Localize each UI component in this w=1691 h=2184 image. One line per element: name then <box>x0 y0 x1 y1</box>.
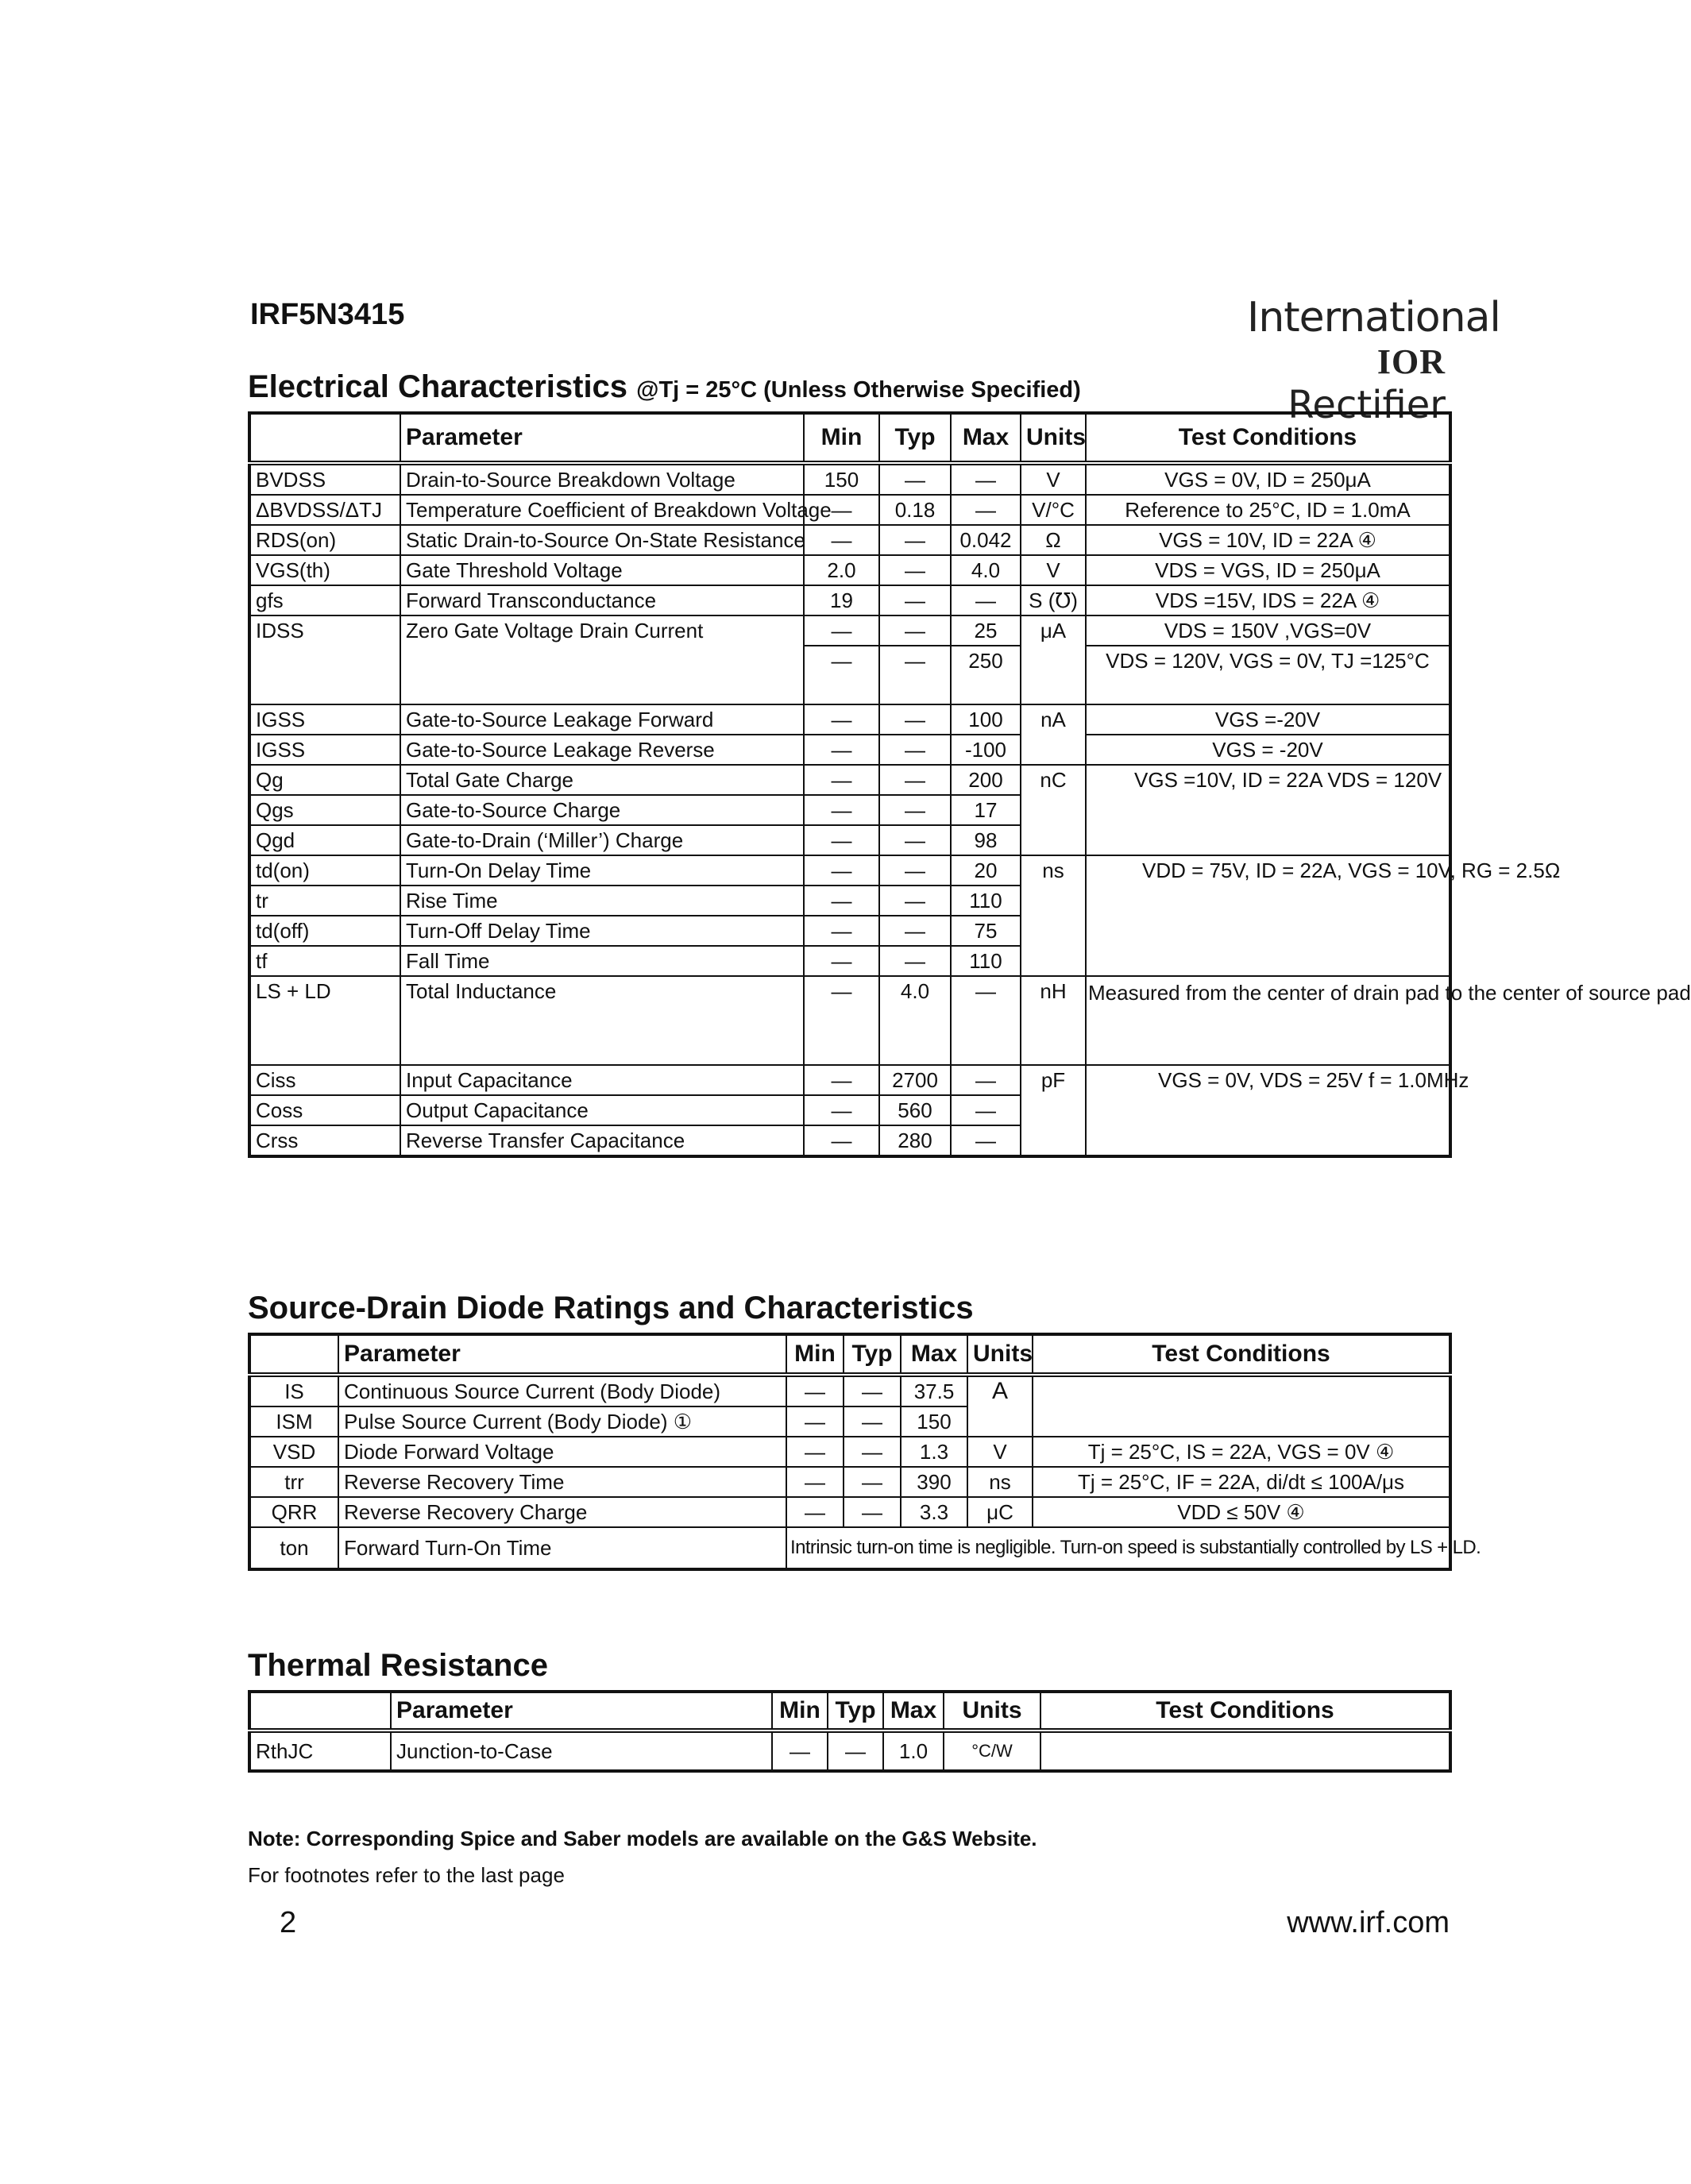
min-cell: — <box>786 1437 844 1467</box>
typ-cell: — <box>879 555 951 585</box>
table-header-row <box>249 413 1450 463</box>
col-header-conditions: Test Conditions <box>1086 413 1450 463</box>
min-cell: — <box>804 704 879 735</box>
parameter-cell: Gate-to-Source Leakage Forward <box>400 704 804 735</box>
thermal-title: Thermal Resistance <box>248 1648 548 1683</box>
logo-text: Rectifier <box>1288 383 1446 427</box>
symbol-cell: QRR <box>249 1497 338 1527</box>
col-header-typ: Typ <box>879 413 951 463</box>
max-cell: 75 <box>951 916 1021 946</box>
units-cell: nA <box>1021 704 1086 765</box>
max-cell: 1.3 <box>901 1437 967 1467</box>
col-header-min: Min <box>786 1334 844 1375</box>
conditions-cell: VGS = 10V, ID = 22A ④ <box>1086 525 1450 555</box>
conditions-cell: Measured from the center of drain pad to the center of source pad <box>1086 976 1450 1065</box>
spice-note: Note: Corresponding Spice and Saber models are available on the G&S Website. <box>248 1827 1037 1850</box>
parameter-cell: Rise Time <box>400 886 804 916</box>
conditions-cell: Reference to 25°C, ID = 1.0mA <box>1086 495 1450 525</box>
typ-cell: — <box>879 525 951 555</box>
typ-cell: — <box>844 1467 901 1497</box>
footnotes-reference: For footnotes refer to the last page <box>248 1863 565 1887</box>
max-cell: 0.042 <box>951 525 1021 555</box>
parameter-cell: Gate-to-Drain (‘Miller’) Charge <box>400 825 804 855</box>
logo-line-1: International <box>1247 294 1500 341</box>
symbol-cell: tf <box>249 946 400 976</box>
typ-cell: — <box>844 1406 901 1437</box>
logo-mark: IOR <box>1376 342 1446 381</box>
max-cell: — <box>951 1095 1021 1125</box>
conditions-cell <box>1033 1375 1450 1437</box>
parameter-cell: Turn-Off Delay Time <box>400 916 804 946</box>
table-row <box>249 1065 1450 1095</box>
typ-cell: — <box>879 795 951 825</box>
table-row <box>249 615 1450 646</box>
symbol-cell: Crss <box>249 1125 400 1156</box>
parameter-cell: Junction-to-Case <box>391 1731 772 1771</box>
parameter-cell: Forward Turn-On Time <box>338 1527 786 1569</box>
typ-cell: 0.18 <box>879 495 951 525</box>
typ-cell: — <box>879 585 951 615</box>
typ-cell: — <box>828 1731 883 1771</box>
table-row <box>249 765 1450 795</box>
electrical-title: Electrical Characteristics <box>248 369 628 404</box>
parameter-cell: Gate Threshold Voltage <box>400 555 804 585</box>
min-cell: — <box>804 855 879 886</box>
units-cell: V <box>1021 555 1086 585</box>
typ-cell: — <box>879 463 951 495</box>
symbol-cell: Coss <box>249 1095 400 1125</box>
max-cell: — <box>951 463 1021 495</box>
symbol-cell: IGSS <box>249 704 400 735</box>
units-cell: ns <box>1021 855 1086 976</box>
col-header-symbol <box>249 413 400 463</box>
units-cell: μA <box>1021 615 1086 704</box>
typ-cell: — <box>879 765 951 795</box>
col-header-conditions: Test Conditions <box>1040 1692 1450 1731</box>
typ-cell: 4.0 <box>879 976 951 1065</box>
table-row <box>249 1497 1450 1527</box>
parameter-cell: Continuous Source Current (Body Diode) <box>338 1375 786 1406</box>
typ-cell: — <box>879 886 951 916</box>
parameter-cell: Total Gate Charge <box>400 765 804 795</box>
typ-cell: — <box>879 735 951 765</box>
max-cell: 390 <box>901 1467 967 1497</box>
max-cell: — <box>951 1065 1021 1095</box>
units-cell: nH <box>1021 976 1086 1065</box>
min-cell: — <box>804 1125 879 1156</box>
symbol-cell: BVDSS <box>249 463 400 495</box>
max-cell: 1.0 <box>883 1731 944 1771</box>
col-header-parameter: Parameter <box>400 413 804 463</box>
typ-cell: — <box>879 855 951 886</box>
symbol-cell: IGSS <box>249 735 400 765</box>
col-header-typ: Typ <box>828 1692 883 1731</box>
parameter-cell: Diode Forward Voltage <box>338 1437 786 1467</box>
max-cell: 250 <box>951 646 1021 704</box>
min-cell: — <box>804 735 879 765</box>
table-row <box>249 855 1450 886</box>
symbol-cell: IS <box>249 1375 338 1406</box>
conditions-cell: VDS = 150V ,VGS=0V <box>1086 615 1450 646</box>
max-cell: — <box>951 976 1021 1065</box>
symbol-cell: ton <box>249 1527 338 1569</box>
table-row <box>249 976 1450 1065</box>
table-row <box>249 585 1450 615</box>
typ-cell: — <box>844 1437 901 1467</box>
typ-cell: 280 <box>879 1125 951 1156</box>
conditions-cell <box>1040 1731 1450 1771</box>
max-cell: 17 <box>951 795 1021 825</box>
conditions-cell: VDD = 75V, ID = 22A, VGS = 10V, RG = 2.5Ω <box>1086 855 1450 976</box>
conditions-cell: VDD ≤ 50V ④ <box>1033 1497 1450 1527</box>
min-cell: — <box>772 1731 828 1771</box>
max-cell: 110 <box>951 946 1021 976</box>
min-cell: — <box>786 1467 844 1497</box>
min-cell: — <box>804 825 879 855</box>
thermal-table <box>248 1690 1452 1773</box>
conditions-cell: VGS =10V, ID = 22A VDS = 120V <box>1086 765 1450 855</box>
parameter-cell: Static Drain-to-Source On-State Resistance <box>400 525 804 555</box>
conditions-cell: VGS =-20V <box>1086 704 1450 735</box>
conditions-cell: VDS = VGS, ID = 250μA <box>1086 555 1450 585</box>
parameter-cell: Gate-to-Source Charge <box>400 795 804 825</box>
typ-cell: — <box>844 1375 901 1406</box>
typ-cell: — <box>879 946 951 976</box>
min-cell: — <box>804 795 879 825</box>
units-cell: nC <box>1021 765 1086 855</box>
min-cell: — <box>804 946 879 976</box>
max-cell: 150 <box>901 1406 967 1437</box>
max-cell: — <box>951 1125 1021 1156</box>
units-cell: V <box>1021 463 1086 495</box>
parameter-cell: Total Inductance <box>400 976 804 1065</box>
table-row <box>249 1467 1450 1497</box>
typ-cell: — <box>879 916 951 946</box>
col-header-units: Units <box>967 1334 1033 1375</box>
max-cell: 200 <box>951 765 1021 795</box>
table-row <box>249 1437 1450 1467</box>
symbol-cell: Qg <box>249 765 400 795</box>
table-row <box>249 495 1450 525</box>
max-cell: 3.3 <box>901 1497 967 1527</box>
col-header-symbol <box>249 1692 391 1731</box>
units-cell: ns <box>967 1467 1033 1497</box>
parameter-cell: Zero Gate Voltage Drain Current <box>400 615 804 704</box>
min-cell: — <box>804 495 879 525</box>
page-number: 2 <box>280 1906 297 1939</box>
diode-table <box>248 1333 1481 1571</box>
min-cell: 2.0 <box>804 555 879 585</box>
typ-cell: — <box>879 825 951 855</box>
min-cell: 150 <box>804 463 879 495</box>
symbol-cell: ISM <box>249 1406 338 1437</box>
max-cell: 4.0 <box>951 555 1021 585</box>
parameter-cell: Reverse Transfer Capacitance <box>400 1125 804 1156</box>
table-row <box>249 735 1450 765</box>
parameter-cell: Fall Time <box>400 946 804 976</box>
parameter-cell: Forward Transconductance <box>400 585 804 615</box>
website-link[interactable]: www.irf.com <box>1287 1906 1450 1939</box>
part-number: IRF5N3415 <box>250 298 405 331</box>
conditions-cell: Tj = 25°C, IS = 22A, VGS = 0V ④ <box>1033 1437 1450 1467</box>
symbol-cell: td(on) <box>249 855 400 886</box>
parameter-cell: Turn-On Delay Time <box>400 855 804 886</box>
min-cell: — <box>786 1406 844 1437</box>
symbol-cell: VGS(th) <box>249 555 400 585</box>
electrical-subtitle: @Tj = 25°C (Unless Otherwise Specified) <box>636 377 1081 403</box>
parameter-cell: Input Capacitance <box>400 1065 804 1095</box>
col-header-symbol <box>249 1334 338 1375</box>
col-header-units: Units <box>1021 413 1086 463</box>
table-row <box>249 525 1450 555</box>
col-header-max: Max <box>883 1692 944 1731</box>
parameter-cell: Reverse Recovery Charge <box>338 1497 786 1527</box>
turn-on-note-cell: Intrinsic turn-on time is negligible. Turn-on speed is substantially controlled by LS + LD. <box>786 1527 1450 1569</box>
symbol-cell: LS + LD <box>249 976 400 1065</box>
units-cell: pF <box>1021 1065 1086 1156</box>
min-cell: — <box>804 525 879 555</box>
col-header-parameter: Parameter <box>338 1334 786 1375</box>
parameter-cell: Gate-to-Source Leakage Reverse <box>400 735 804 765</box>
symbol-cell: VSD <box>249 1437 338 1467</box>
parameter-cell: Pulse Source Current (Body Diode) ① <box>338 1406 786 1437</box>
max-cell: -100 <box>951 735 1021 765</box>
col-header-max: Max <box>951 413 1021 463</box>
symbol-cell: gfs <box>249 585 400 615</box>
max-cell: — <box>951 495 1021 525</box>
electrical-table <box>248 411 1691 1158</box>
table-row <box>249 1527 1450 1569</box>
units-cell: V <box>967 1437 1033 1467</box>
min-cell: — <box>786 1497 844 1527</box>
max-cell: 37.5 <box>901 1375 967 1406</box>
col-header-units: Units <box>944 1692 1040 1731</box>
symbol-cell: td(off) <box>249 916 400 946</box>
min-cell: — <box>804 1095 879 1125</box>
typ-cell: — <box>879 704 951 735</box>
table-header-row <box>249 1334 1450 1375</box>
table-row <box>249 1375 1450 1406</box>
col-header-max: Max <box>901 1334 967 1375</box>
typ-cell: — <box>879 646 951 704</box>
units-cell: Ω <box>1021 525 1086 555</box>
symbol-cell: ΔBVDSS/ΔTJ <box>249 495 400 525</box>
units-cell: V/°C <box>1021 495 1086 525</box>
table-header-row <box>249 1692 1450 1731</box>
col-header-typ: Typ <box>844 1334 901 1375</box>
units-cell: μC <box>967 1497 1033 1527</box>
symbol-cell: Qgs <box>249 795 400 825</box>
min-cell: — <box>804 765 879 795</box>
max-cell: — <box>951 585 1021 615</box>
parameter-cell: Reverse Recovery Time <box>338 1467 786 1497</box>
symbol-cell: Qgd <box>249 825 400 855</box>
typ-cell: — <box>844 1497 901 1527</box>
symbol-cell: Ciss <box>249 1065 400 1095</box>
units-cell: °C/W <box>944 1731 1040 1771</box>
parameter-cell: Drain-to-Source Breakdown Voltage <box>400 463 804 495</box>
conditions-cell: VGS = 0V, ID = 250μA <box>1086 463 1450 495</box>
min-cell: — <box>804 886 879 916</box>
symbol-cell: RthJC <box>249 1731 391 1771</box>
col-header-min: Min <box>772 1692 828 1731</box>
electrical-heading <box>248 369 1081 405</box>
symbol-cell: RDS(on) <box>249 525 400 555</box>
max-cell: 100 <box>951 704 1021 735</box>
table-row <box>249 555 1450 585</box>
parameter-cell: Temperature Coefficient of Breakdown Voltage <box>400 495 804 525</box>
min-cell: — <box>786 1375 844 1406</box>
conditions-cell: VDS = 120V, VGS = 0V, TJ =125°C <box>1086 646 1450 704</box>
table-row <box>249 704 1450 735</box>
conditions-cell: VDS =15V, IDS = 22A ④ <box>1086 585 1450 615</box>
max-cell: 25 <box>951 615 1021 646</box>
company-logo <box>1247 294 1500 427</box>
max-cell: 98 <box>951 825 1021 855</box>
min-cell: 19 <box>804 585 879 615</box>
max-cell: 110 <box>951 886 1021 916</box>
min-cell: — <box>804 1065 879 1095</box>
typ-cell: 2700 <box>879 1065 951 1095</box>
parameter-cell: Output Capacitance <box>400 1095 804 1125</box>
conditions-cell: VGS = -20V <box>1086 735 1450 765</box>
units-cell: A <box>967 1375 1033 1437</box>
min-cell: — <box>804 976 879 1065</box>
col-header-min: Min <box>804 413 879 463</box>
symbol-cell: tr <box>249 886 400 916</box>
symbol-cell: IDSS <box>249 615 400 704</box>
col-header-conditions: Test Conditions <box>1033 1334 1450 1375</box>
conditions-cell: VGS = 0V, VDS = 25V f = 1.0MHz <box>1086 1065 1450 1156</box>
symbol-cell: trr <box>249 1467 338 1497</box>
min-cell: — <box>804 916 879 946</box>
diode-title: Source-Drain Diode Ratings and Characteristics <box>248 1291 974 1325</box>
typ-cell: — <box>879 615 951 646</box>
min-cell: — <box>804 646 879 704</box>
units-cell: S (℧) <box>1021 585 1086 615</box>
col-header-parameter: Parameter <box>391 1692 772 1731</box>
conditions-cell: Tj = 25°C, IF = 22A, di/dt ≤ 100A/μs <box>1033 1467 1450 1497</box>
table-row <box>249 463 1450 495</box>
min-cell: — <box>804 615 879 646</box>
max-cell: 20 <box>951 855 1021 886</box>
typ-cell: 560 <box>879 1095 951 1125</box>
table-row <box>249 1731 1450 1771</box>
